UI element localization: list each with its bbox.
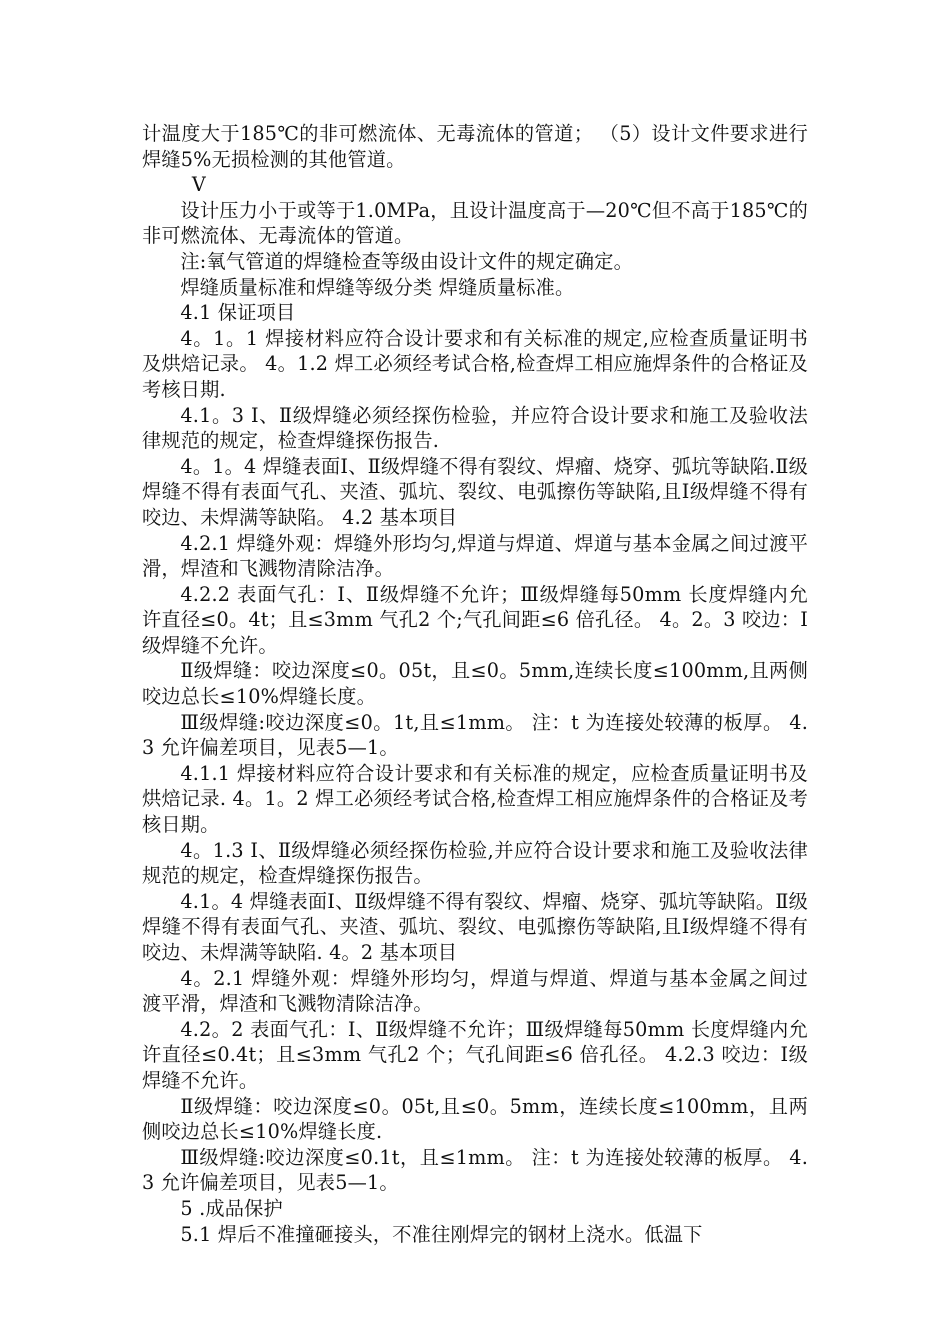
paragraph: 4.2.2 表面气孔：Ⅰ、Ⅱ级焊缝不允许；Ⅲ级焊缝每50mm 长度焊缝内允许直径≤0。4t；且≤3mm 气孔2 个;气孔间距≤6 倍孔径。 4。2。3 咬边：Ⅰ级焊缝不允许。 — [142, 582, 808, 657]
paragraph: 4.2。2 表面气孔：Ⅰ、Ⅱ级焊缝不允许；Ⅲ级焊缝每50mm 长度焊缝内允许直径≤0.4t；且≤3mm 气孔2 个；气孔间距≤6 倍孔径。 4.2.3 咬边：Ⅰ级焊缝不允许。 — [142, 1017, 808, 1092]
paragraph: 4.1。4 焊缝表面Ⅰ、Ⅱ级焊缝不得有裂纹、焊瘤、烧穿、弧坑等缺陷。Ⅱ级焊缝不得有表面气孔、夹渣、弧坑、裂纹、电弧擦伤等缺陷,且Ⅰ级焊缝不得有咬边、未焊满等缺陷. 4。2 基本项目 — [142, 889, 808, 964]
paragraph: 设计压力小于或等于1.0MPa，且设计温度高于—20℃但不高于185℃的非可燃流体、无毒流体的管道。 — [142, 198, 808, 248]
paragraph: 4。1.3 Ⅰ、Ⅱ级焊缝必须经探伤检验,并应符合设计要求和施工及验收法律规范的规定，检查焊缝探伤报告。 — [142, 838, 808, 888]
document-body — [142, 121, 808, 1247]
paragraph: 4.1。3 Ⅰ、Ⅱ级焊缝必须经探伤检验，并应符合设计要求和施工及验收法律规范的规定，检查焊缝探伤报告. — [142, 403, 808, 453]
paragraph: 4。2.1 焊缝外观：焊缝外形均匀，焊道与焊道、焊道与基本金属之间过渡平滑，焊渣和飞溅物清除洁净。 — [142, 966, 808, 1016]
section-heading: 5 .成品保护 — [180, 1196, 283, 1220]
paragraph: Ⅲ级焊缝:咬边深度≤0.1t，且≤1mm。 注：t 为连接处较薄的板厚。 4.3 允许偏差项目，见表5—1。 — [142, 1145, 808, 1195]
paragraph: Ⅲ级焊缝:咬边深度≤0。1t,且≤1mm。 注：t 为连接处较薄的板厚。 4.3 允许偏差项目，见表5—1。 — [142, 710, 808, 760]
paragraph: 4.2.1 焊缝外观：焊缝外形均匀,焊道与焊道、焊道与基本金属之间过渡平滑，焊渣和飞溅物清除洁净。 — [142, 531, 808, 581]
paragraph: 4。1。4 焊缝表面Ⅰ、Ⅱ级焊缝不得有裂纹、焊瘤、烧穿、弧坑等缺陷.Ⅱ级焊缝不得有表面气孔、夹渣、弧坑、裂纹、电弧擦伤等缺陷,且Ⅰ级焊缝不得有咬边、未焊满等缺陷。 4.2 基本项目 — [142, 454, 808, 529]
paragraph: Ⅱ级焊缝：咬边深度≤0。05t，且≤0。5mm,连续长度≤100mm,且两侧咬边总长≤10%焊缝长度。 — [142, 659, 808, 709]
paragraph-heading: 焊缝质量标准和焊缝等级分类 焊缝质量标准。 — [180, 275, 575, 299]
section-heading: 4.1 保证项目 — [180, 301, 296, 325]
paragraph: 5.1 焊后不准撞砸接头，不准往刚焊完的钢材上浇水。低温下 — [180, 1222, 703, 1246]
paragraph-note: 注:氧气管道的焊缝检查等级由设计文件的规定确定。 — [180, 249, 633, 273]
paragraph-roman-numeral: Ⅴ — [191, 173, 206, 197]
paragraph: 4.1.1 焊接材料应符合设计要求和有关标准的规定，应检查质量证明书及烘焙记录. 4。1。2 焊工必须经考试合格,检查焊工相应施焊条件的合格证及考核日期。 — [142, 761, 808, 837]
paragraph: Ⅱ级焊缝：咬边深度≤0。05t,且≤0。5mm，连续长度≤100mm，且两侧咬边总长≤10%焊缝长度. — [142, 1094, 808, 1144]
paragraph: 4。1。1 焊接材料应符合设计要求和有关标准的规定,应检查质量证明书及烘焙记录。 4。1.2 焊工必须经考试合格,检查焊工相应施焊条件的合格证及考核日期. — [142, 326, 808, 401]
paragraph: 计温度大于185℃的非可燃流体、无毒流体的管道； （5）设计文件要求进行焊缝5%无损检测的其他管道。 — [142, 122, 808, 171]
